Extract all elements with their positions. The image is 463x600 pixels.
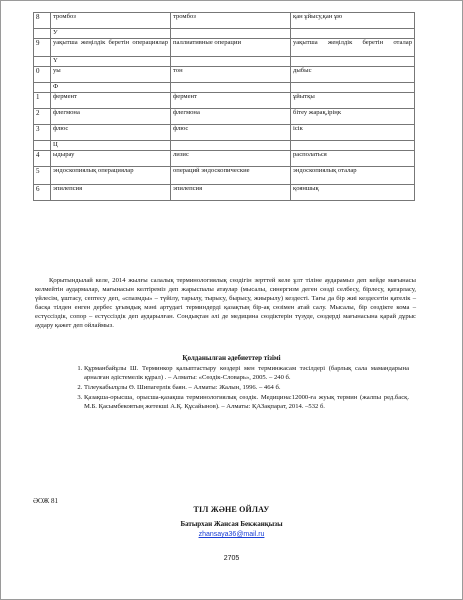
table-cell: уақытша жеңілдік беретін оталар bbox=[291, 39, 415, 57]
table-cell: флегмона bbox=[171, 109, 291, 125]
row-number-cell: 5 bbox=[34, 167, 51, 185]
table-row bbox=[34, 39, 415, 57]
author-name: Батырхан Жансая Бекжанқызы bbox=[180, 520, 283, 528]
table-row bbox=[34, 93, 415, 109]
row-number-cell: 2 bbox=[34, 109, 51, 125]
table-cell: ыдырау bbox=[51, 151, 171, 167]
table-cell: Ц bbox=[51, 141, 171, 151]
table-cell: флегмона bbox=[51, 109, 171, 125]
table-cell: фермент bbox=[51, 93, 171, 109]
row-number-cell: 4 bbox=[34, 151, 51, 167]
row-number-cell bbox=[34, 57, 51, 67]
table-cell bbox=[171, 83, 291, 93]
row-number-cell bbox=[34, 29, 51, 39]
table-row bbox=[34, 141, 415, 151]
table-cell: қан ұйысу,қан ұю bbox=[291, 13, 415, 29]
table-cell bbox=[171, 141, 291, 151]
table-cell: бітеу жарақ,іріңк bbox=[291, 109, 415, 125]
table-row bbox=[34, 125, 415, 141]
row-number-cell: 8 bbox=[34, 13, 51, 29]
page-number: 2705 bbox=[223, 555, 240, 562]
table-row bbox=[34, 167, 415, 185]
email-link[interactable]: zhansaya36@mail.ru bbox=[198, 531, 265, 538]
table-cell: дыбыс bbox=[291, 67, 415, 83]
table-row bbox=[34, 185, 415, 201]
table-cell: флюс bbox=[51, 125, 171, 141]
table-cell: тон bbox=[171, 67, 291, 83]
table-cell bbox=[291, 83, 415, 93]
table-row bbox=[34, 57, 415, 67]
body-paragraph: Қорытындылай келе, 2014 жылғы салалық терминологиялық сөздігін зерттей келе ұлт тіліне аударамыз деп кейде мағынасы келмейтін аудармалар, мағынасын келтіреміз деп жарыспалы атаулар (мысалы, синергизм деген сөзді селбесу, бірлесу, қатарласу, үйлесім, ұштасу, септесу деп, «спазмды» – түйілу, тарылу, тырысу, бырысу, жиырылу) кездесті. Тағы да бір жиі кездесетін қателік – басқа тілден енген дербес ұғымдық мәні артудагі терминдерді қазақтың бір-ақ сөзімен атай салу. Мысалы, бір сөздікте кома – естүссіздік, сопор – естүссіздік деп аударылған. Сондықтан әлі де медицина сөздіктерін түзуде, сөздерді мағынасына қарай дұрыс аудару қажет деп ойлаймыз. bbox=[35, 277, 416, 330]
table-cell: операций эндоскопические bbox=[171, 167, 291, 185]
row-number-cell: 1 bbox=[34, 93, 51, 109]
table-cell: располаться bbox=[291, 151, 415, 167]
table-cell bbox=[171, 29, 291, 39]
row-number-cell bbox=[34, 83, 51, 93]
table-row bbox=[34, 29, 415, 39]
table-cell: тромбоз bbox=[51, 13, 171, 29]
table-cell: эндоскопиялық операциялар bbox=[51, 167, 171, 185]
row-number-cell: 6 bbox=[34, 185, 51, 201]
table-cell: тромбоз bbox=[171, 13, 291, 29]
table-cell: уақытша жеңілдік беретін операциялар bbox=[51, 39, 171, 57]
table-cell bbox=[171, 57, 291, 67]
email-line bbox=[0, 530, 463, 538]
row-number-cell: 0 bbox=[34, 67, 51, 83]
table-cell: ұйытқы bbox=[291, 93, 415, 109]
table-cell: ісік bbox=[291, 125, 415, 141]
table-cell bbox=[291, 57, 415, 67]
table-cell: эпилепсия bbox=[171, 185, 291, 201]
table-row bbox=[34, 13, 415, 29]
reference-item: 2. Тілеукабылұлы Ө. Шипагерлік баян. – Алматы: Жалын, 1996. – 464 б. bbox=[84, 383, 409, 392]
row-number-cell bbox=[34, 141, 51, 151]
table-cell: уы bbox=[51, 67, 171, 83]
table-cell: У bbox=[51, 29, 171, 39]
table-row bbox=[34, 67, 415, 83]
table-cell: лизис bbox=[171, 151, 291, 167]
table-row bbox=[34, 109, 415, 125]
table-cell: эпилепсия bbox=[51, 185, 171, 201]
reference-item: 3. Қазақша-орысша, орысша-қазақша терминологиялық сөздік. Медицина:12000-ға жуық термин (жалпы ред.басқ. М.Б. Қасымбековтың жетекші А.Қ. Құсайынов). – Алматы: ҚАЗақпарат, 2014. –532 б. bbox=[84, 393, 409, 411]
references-list bbox=[62, 364, 409, 412]
row-number-cell: 9 bbox=[34, 39, 51, 57]
table-cell: флюс bbox=[171, 125, 291, 141]
table-cell: Ф bbox=[51, 83, 171, 93]
table-cell: фермент bbox=[171, 93, 291, 109]
table-row bbox=[34, 151, 415, 167]
table-row bbox=[34, 83, 415, 93]
udc-code: ӘОЖ 81 bbox=[33, 497, 58, 505]
table-cell: эндоскопиялық оталар bbox=[291, 167, 415, 185]
table-cell: қояншық bbox=[291, 185, 415, 201]
table-cell bbox=[291, 141, 415, 151]
reference-item: 1. Құрманбайұлы Ш. Терминкор қалыптастыру көздері мен терминжасам тәсілдері (барлық сала мамандарына арналған әдістемелік құрал) . – Алматы: «Сөздік-Словарь», 2005. – 240 б. bbox=[84, 364, 409, 382]
section-title: ТІЛ ЖӘНЕ ОЙЛАУ bbox=[193, 505, 270, 514]
terminology-table bbox=[33, 12, 415, 201]
table-cell bbox=[291, 29, 415, 39]
row-number-cell: 3 bbox=[34, 125, 51, 141]
references-title: Қолданылған әдебиеттер тізімі bbox=[182, 354, 281, 362]
table-cell: Ү bbox=[51, 57, 171, 67]
table-cell: паллиативные операции bbox=[171, 39, 291, 57]
